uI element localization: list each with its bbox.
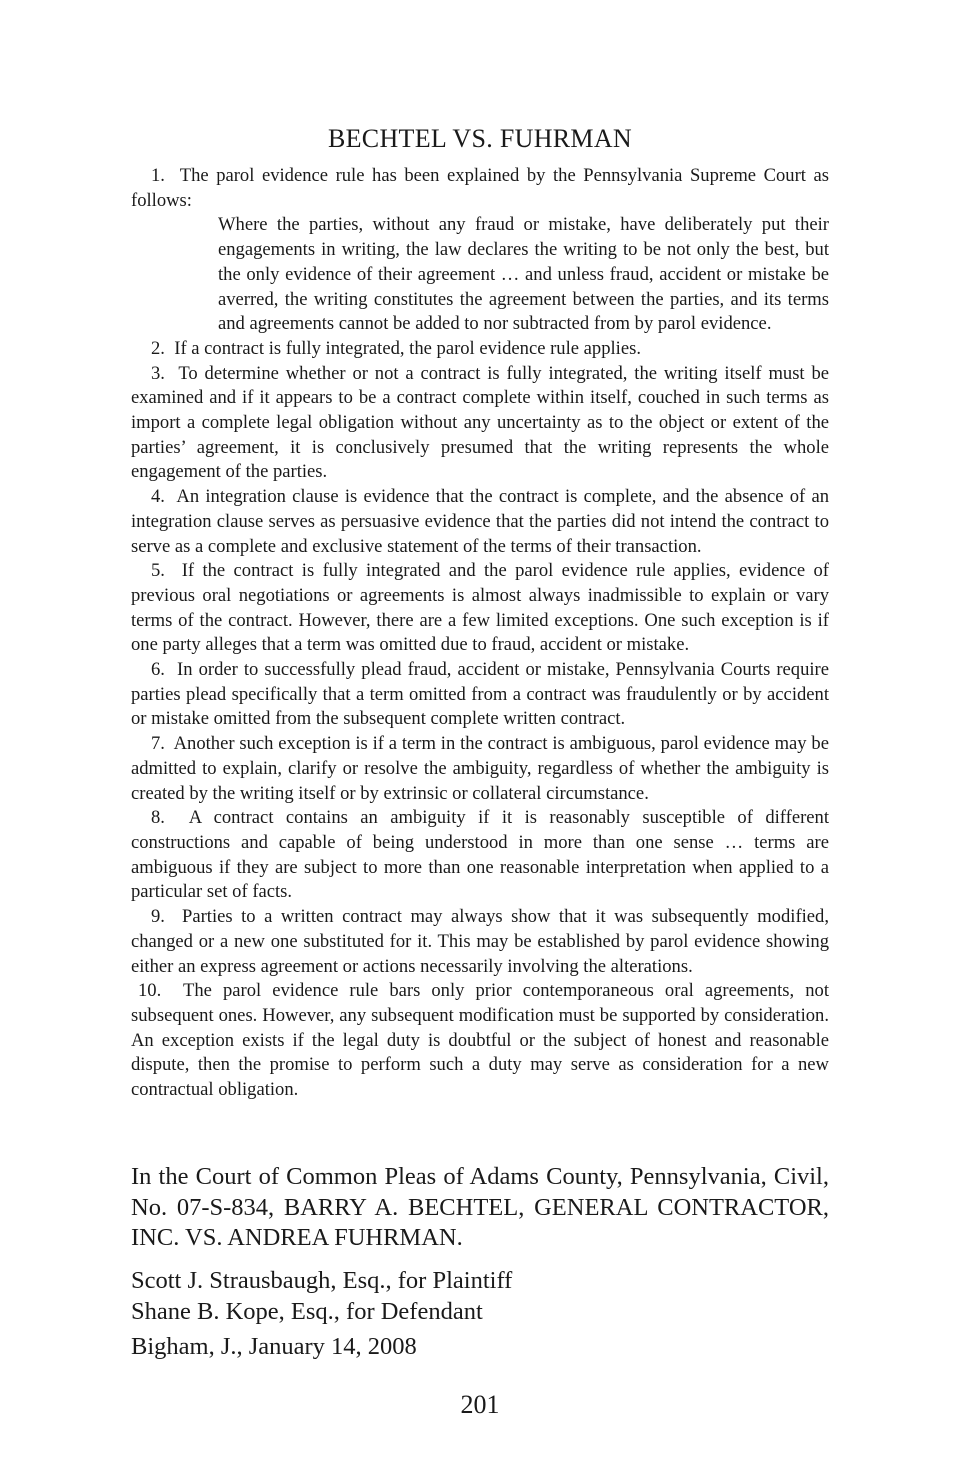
headnote-number: 9. — [151, 906, 165, 928]
headnote-text: If a contract is fully integrated, the parol evidence rule applies. — [174, 337, 641, 359]
headnote-text: If the contract is fully integrated and the parol evidence rule applies, evidence of previous oral negotiations or agreements is almost always inadmissible to explain or vary terms of the contract. However, there are a few limited exceptions. One such exception is if one party alleges that a term was omitted due to fraud, accident or mistake. — [131, 560, 829, 656]
counsel-plaintiff: Scott J. Strausbaugh, Esq., for Plaintiff — [131, 1267, 513, 1294]
headnote-7 — [131, 732, 829, 806]
judge-and-date: Bigham, J., January 14, 2008 — [131, 1333, 417, 1360]
headnote-number: 5. — [151, 560, 165, 582]
headnote-text: Parties to a written contract may always show that it was subsequently modified, changed or a new one substituted for it. This may be established by parol evidence showing either an express agreement or actions necessarily involving the alterations. — [131, 906, 829, 977]
headnote-1 — [131, 164, 829, 213]
headnote-2 — [131, 337, 829, 362]
headnote-6 — [131, 658, 829, 732]
headnote-number: 2. — [151, 337, 165, 359]
headnote-text: An integration clause is evidence that the contract is complete, and the absence of an integration clause serves as persuasive evidence that the parties did not intend the contract to serve as a complete and exclusive statement of the terms of their transaction. — [131, 486, 829, 557]
headnote-number: 7. — [151, 733, 165, 755]
headnote-text: Another such exception is if a term in the contract is ambiguous, parol evidence may be admitted to explain, clarify or resolve the ambiguity, regardless of whether the ambiguity is created by the writing itself or by extrinsic or collateral circumstance. — [131, 733, 829, 804]
case-caption: In the Court of Common Pleas of Adams County, Pennsylvania, Civil, No. 07-S-834, BARRY A. BECHTEL, GENERAL CONTRACTOR, INC. VS. ANDREA FUHRMAN. — [131, 1163, 829, 1251]
block-quote: Where the parties, without any fraud or mistake, have deliberately put their engagements in writing, the law declares the writing to be not only the best, but the only evidence of their agreement … and unless fraud, accident or mistake be averred, the writing constitutes the agreement between the parties, and its terms and agreements cannot be added to nor subtracted from by parol evidence. — [218, 214, 829, 335]
headnote-text: The parol evidence rule has been explained by the Pennsylvania Supreme Court as follows: — [131, 165, 829, 211]
headnote-text: To determine whether or not a contract is fully integrated, the writing itself must be examined and if it appears to be a contract complete within itself, couched in such terms as import a complete legal obligation without any uncertainty as to the object or extent of the parties’ agreement, it is conclusively presumed that the writing represents the whole engagement of the parties. — [131, 362, 830, 483]
headnote-number: 4. — [151, 486, 165, 508]
page-number: 201 — [460, 1390, 500, 1419]
headnote-10 — [131, 979, 829, 1103]
headnotes — [131, 164, 829, 1103]
counsel-list — [131, 1266, 829, 1327]
headnote-5 — [131, 559, 829, 658]
headnote-text: In order to successfully plead fraud, accident or mistake, Pennsylvania Courts require parties plead specifically that a term omitted from a contract was fraudulently or by accident or mistake omitted from the subsequent complete written contract. — [131, 659, 830, 730]
headnote-text: A contract contains an ambiguity if it is reasonably susceptible of different constructions and capable of being understood in more than one sense … terms are ambiguous if they are subject to more than one reasonable interpretation when applied to a particular set of facts. — [131, 807, 830, 903]
running-header-title: BECHTEL VS. FUHRMAN — [327, 124, 632, 153]
headnote-number: 8. — [151, 807, 165, 829]
counsel-defendant: Shane B. Kope, Esq., for Defendant — [131, 1297, 483, 1325]
headnote-text: The parol evidence rule bars only prior contemporaneous oral agreements, not subsequent ones. However, any subsequent modification must be supported by consideration. An exception exists if the legal duty is doubtful or the subject of honest and reasonable dispute, then the promise to perform such a duty may serve as consideration for a new contractual obligation. — [131, 980, 829, 1101]
headnote-4 — [131, 485, 829, 559]
headnote-number: 1. — [151, 165, 165, 186]
headnote-number: 10. — [138, 980, 162, 1002]
headnote-number: 6. — [151, 659, 165, 681]
headnote-number: 3. — [151, 362, 165, 384]
headnote-9 — [131, 905, 829, 979]
headnote-8 — [131, 806, 829, 905]
headnote-3 — [131, 362, 829, 486]
